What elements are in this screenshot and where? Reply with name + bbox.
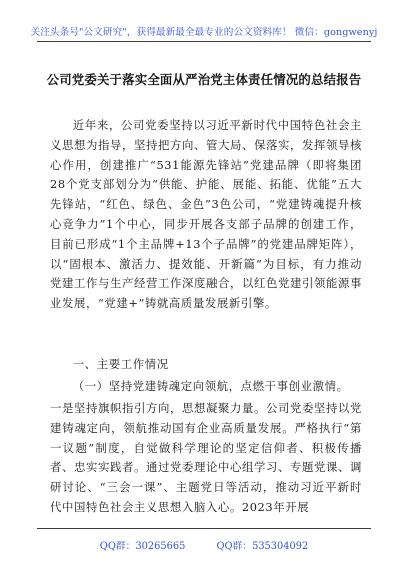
- footer-divider: [37, 528, 371, 529]
- intro-paragraph: [50, 116, 362, 314]
- footer-qq-group-1: QQ群：30265665: [99, 541, 186, 552]
- document-title: 公司党委关于落实全面从严治党主体责任情况的总结报告: [46, 72, 362, 87]
- footer-contact: [0, 538, 408, 552]
- intro-text: 近年来，公司党委坚持以习近平新时代中国特色社会主义思想为指导，坚持把方向、管大局、保落实，发挥领导核心作用，创建推广“531能源先锋站”党建品牌（即将集团28个党支部划分为“供能、护能、展能、拓能、优能”五大先锋站，“红色、绿色、金色”3色公司，“党建铸魂提升核心竞争力”1个中心，同步开展各支部子品牌的创建工作，目前已形成“1个主品牌+13个子品牌”的党建品牌矩阵），以“固根本、激活力、提效能、开新篇”为目标，有力推动党建工作与生产经营工作深度融合，以红色党建引领能源事业发展，“党建+”铸就高质量发展新引擎。: [50, 118, 362, 311]
- section-heading: 一、主要工作情况: [72, 357, 169, 371]
- header-divider: [37, 41, 371, 42]
- footer-qq-group-2: QQ群：535304092: [216, 541, 309, 552]
- header-promo-text: 关注头条号"公文研究"，获得最新最全最专业的公文资料库！ 微信：gongwenyj: [30, 27, 378, 38]
- subsection-heading: （一）坚持党建铸魂定向领航，点燃干事创业激情。: [72, 379, 349, 393]
- body-paragraph: [50, 399, 362, 518]
- body-text: 一是坚持旗帜指引方向，思想凝聚力量。公司党委坚持以党建铸魂定向，领航推动国有企业高质量发展。严格执行“第一议题”制度，自觉做科学理论的坚定信仰者、积极传播者、忠实实践者。通过党委理论中心组学习、专题党课、调研讨论、“三会一课”、主题党日等活动，推动习近平新时代中国特色社会主义思想入脑入心。2023年开展: [50, 401, 362, 514]
